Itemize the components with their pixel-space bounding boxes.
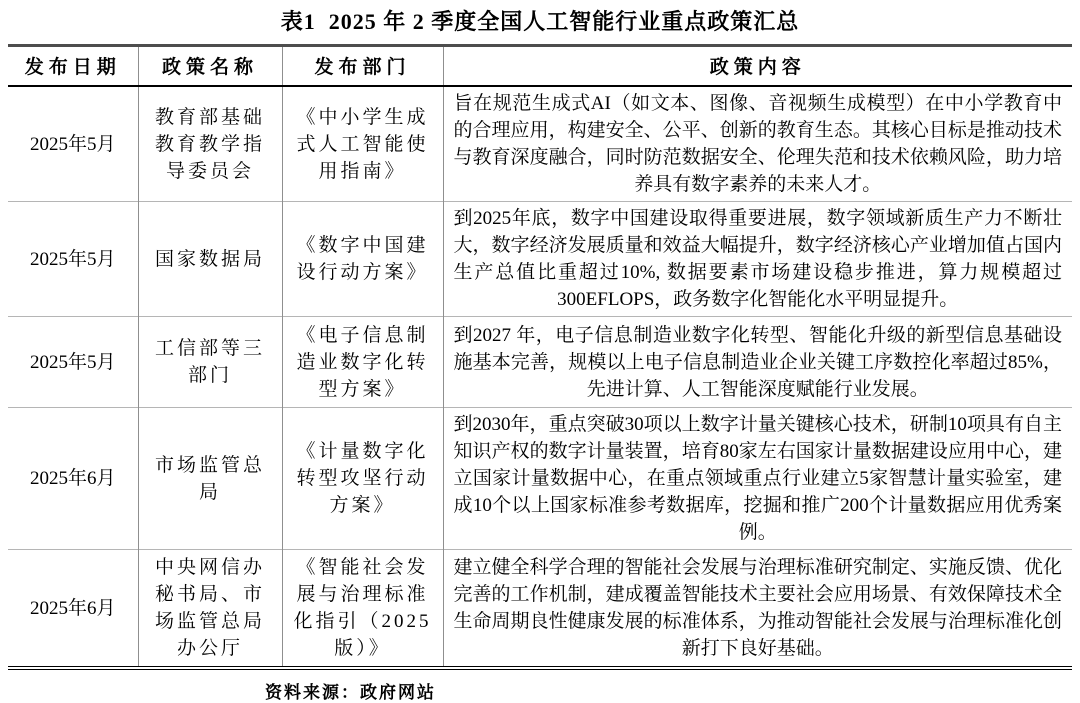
cell-organization: 中央网信办秘书局、市场监管总局办公厅 xyxy=(138,550,282,669)
col-header-issuing-dept: 发布部门 xyxy=(282,46,443,87)
cell-release-date: 2025年5月 xyxy=(8,202,138,317)
col-header-policy-content: 政策内容 xyxy=(443,46,1072,87)
cell-policy-content: 旨在规范生成式AI（如文本、图像、音视频生成模型）在中小学教育中的合理应用，构建安全、公平、创新的教育生态。其核心目标是推动技术与教育深度融合，同时防范数据安全、伦理失范和技术依赖风险，助力培养具有数字素养的未来人才。 xyxy=(443,86,1072,202)
cell-document-title: 《电子信息制造业数字化转型方案》 xyxy=(282,317,443,408)
cell-policy-content: 到2025年底，数字中国建设取得重要进展，数字领域新质生产力不断壮大，数字经济发展质量和效益大幅提升，数字经济核心产业增加值占国内生产总值比重超过10%, 数据要素市场建设稳步推进，算力规模超过300EFLOPS，政务数字化智能化水平明显提升。 xyxy=(443,202,1072,317)
cell-release-date: 2025年6月 xyxy=(8,550,138,669)
table-row xyxy=(8,317,1072,408)
cell-document-title: 《智能社会发展与治理标准化指引（2025版）》 xyxy=(282,550,443,669)
table-header-row xyxy=(8,46,1072,87)
cell-policy-content: 到2027 年，电子信息制造业数字化转型、智能化升级的新型信息基础设施基本完善，规模以上电子信息制造业企业关键工序数控化率超过85%，先进计算、人工智能深度赋能行业发展。 xyxy=(443,317,1072,408)
table-row xyxy=(8,86,1072,202)
cell-policy-content: 建立健全科学合理的智能社会发展与治理标准研究制定、实施反馈、优化完善的工作机制，建成覆盖智能技术主要社会应用场景、有效保障技术全生命周期良性健康发展的标准体系，为推动智能社会发展与治理标准化创新打下良好基础。 xyxy=(443,550,1072,669)
table-row xyxy=(8,550,1072,669)
cell-organization: 工信部等三部门 xyxy=(138,317,282,408)
col-header-release-date: 发布日期 xyxy=(8,46,138,87)
cell-release-date: 2025年5月 xyxy=(29,133,116,155)
cell-document-title: 《计量数字化转型攻坚行动方案》 xyxy=(282,408,443,550)
cell-organization: 国家数据局 xyxy=(138,202,282,317)
policy-table xyxy=(8,44,1072,670)
cell-organization: 市场监管总局 xyxy=(138,408,282,550)
cell-release-date: 2025年5月 xyxy=(8,317,138,408)
col-header-policy-name: 政策名称 xyxy=(138,46,282,87)
cell-policy-content: 到2030年，重点突破30项以上数字计量关键核心技术，研制10项具有自主知识产权的数字计量装置，培育80家左右国家计量数据建设应用中心，建立国家计量数据中心，在重点领域重点行业建立5家智慧计量实验室，建成10个以上国家标准参考数据库，挖掘和推广200个计量数据应用优秀案例。 xyxy=(443,408,1072,550)
cell-organization: 教育部基础教育教学指导委员会 xyxy=(138,86,282,202)
cell-document-title: 《数字中国建设行动方案》 xyxy=(282,202,443,317)
table-row xyxy=(8,408,1072,550)
table-title: 表1 2025 年 2 季度全国人工智能行业重点政策汇总 xyxy=(280,9,800,34)
source-note: 资料来源：政府网站 xyxy=(265,683,436,702)
table-row xyxy=(8,202,1072,317)
cell-release-date: 2025年6月 xyxy=(8,408,138,550)
cell-document-title: 《中小学生成式人工智能使用指南》 xyxy=(282,86,443,202)
